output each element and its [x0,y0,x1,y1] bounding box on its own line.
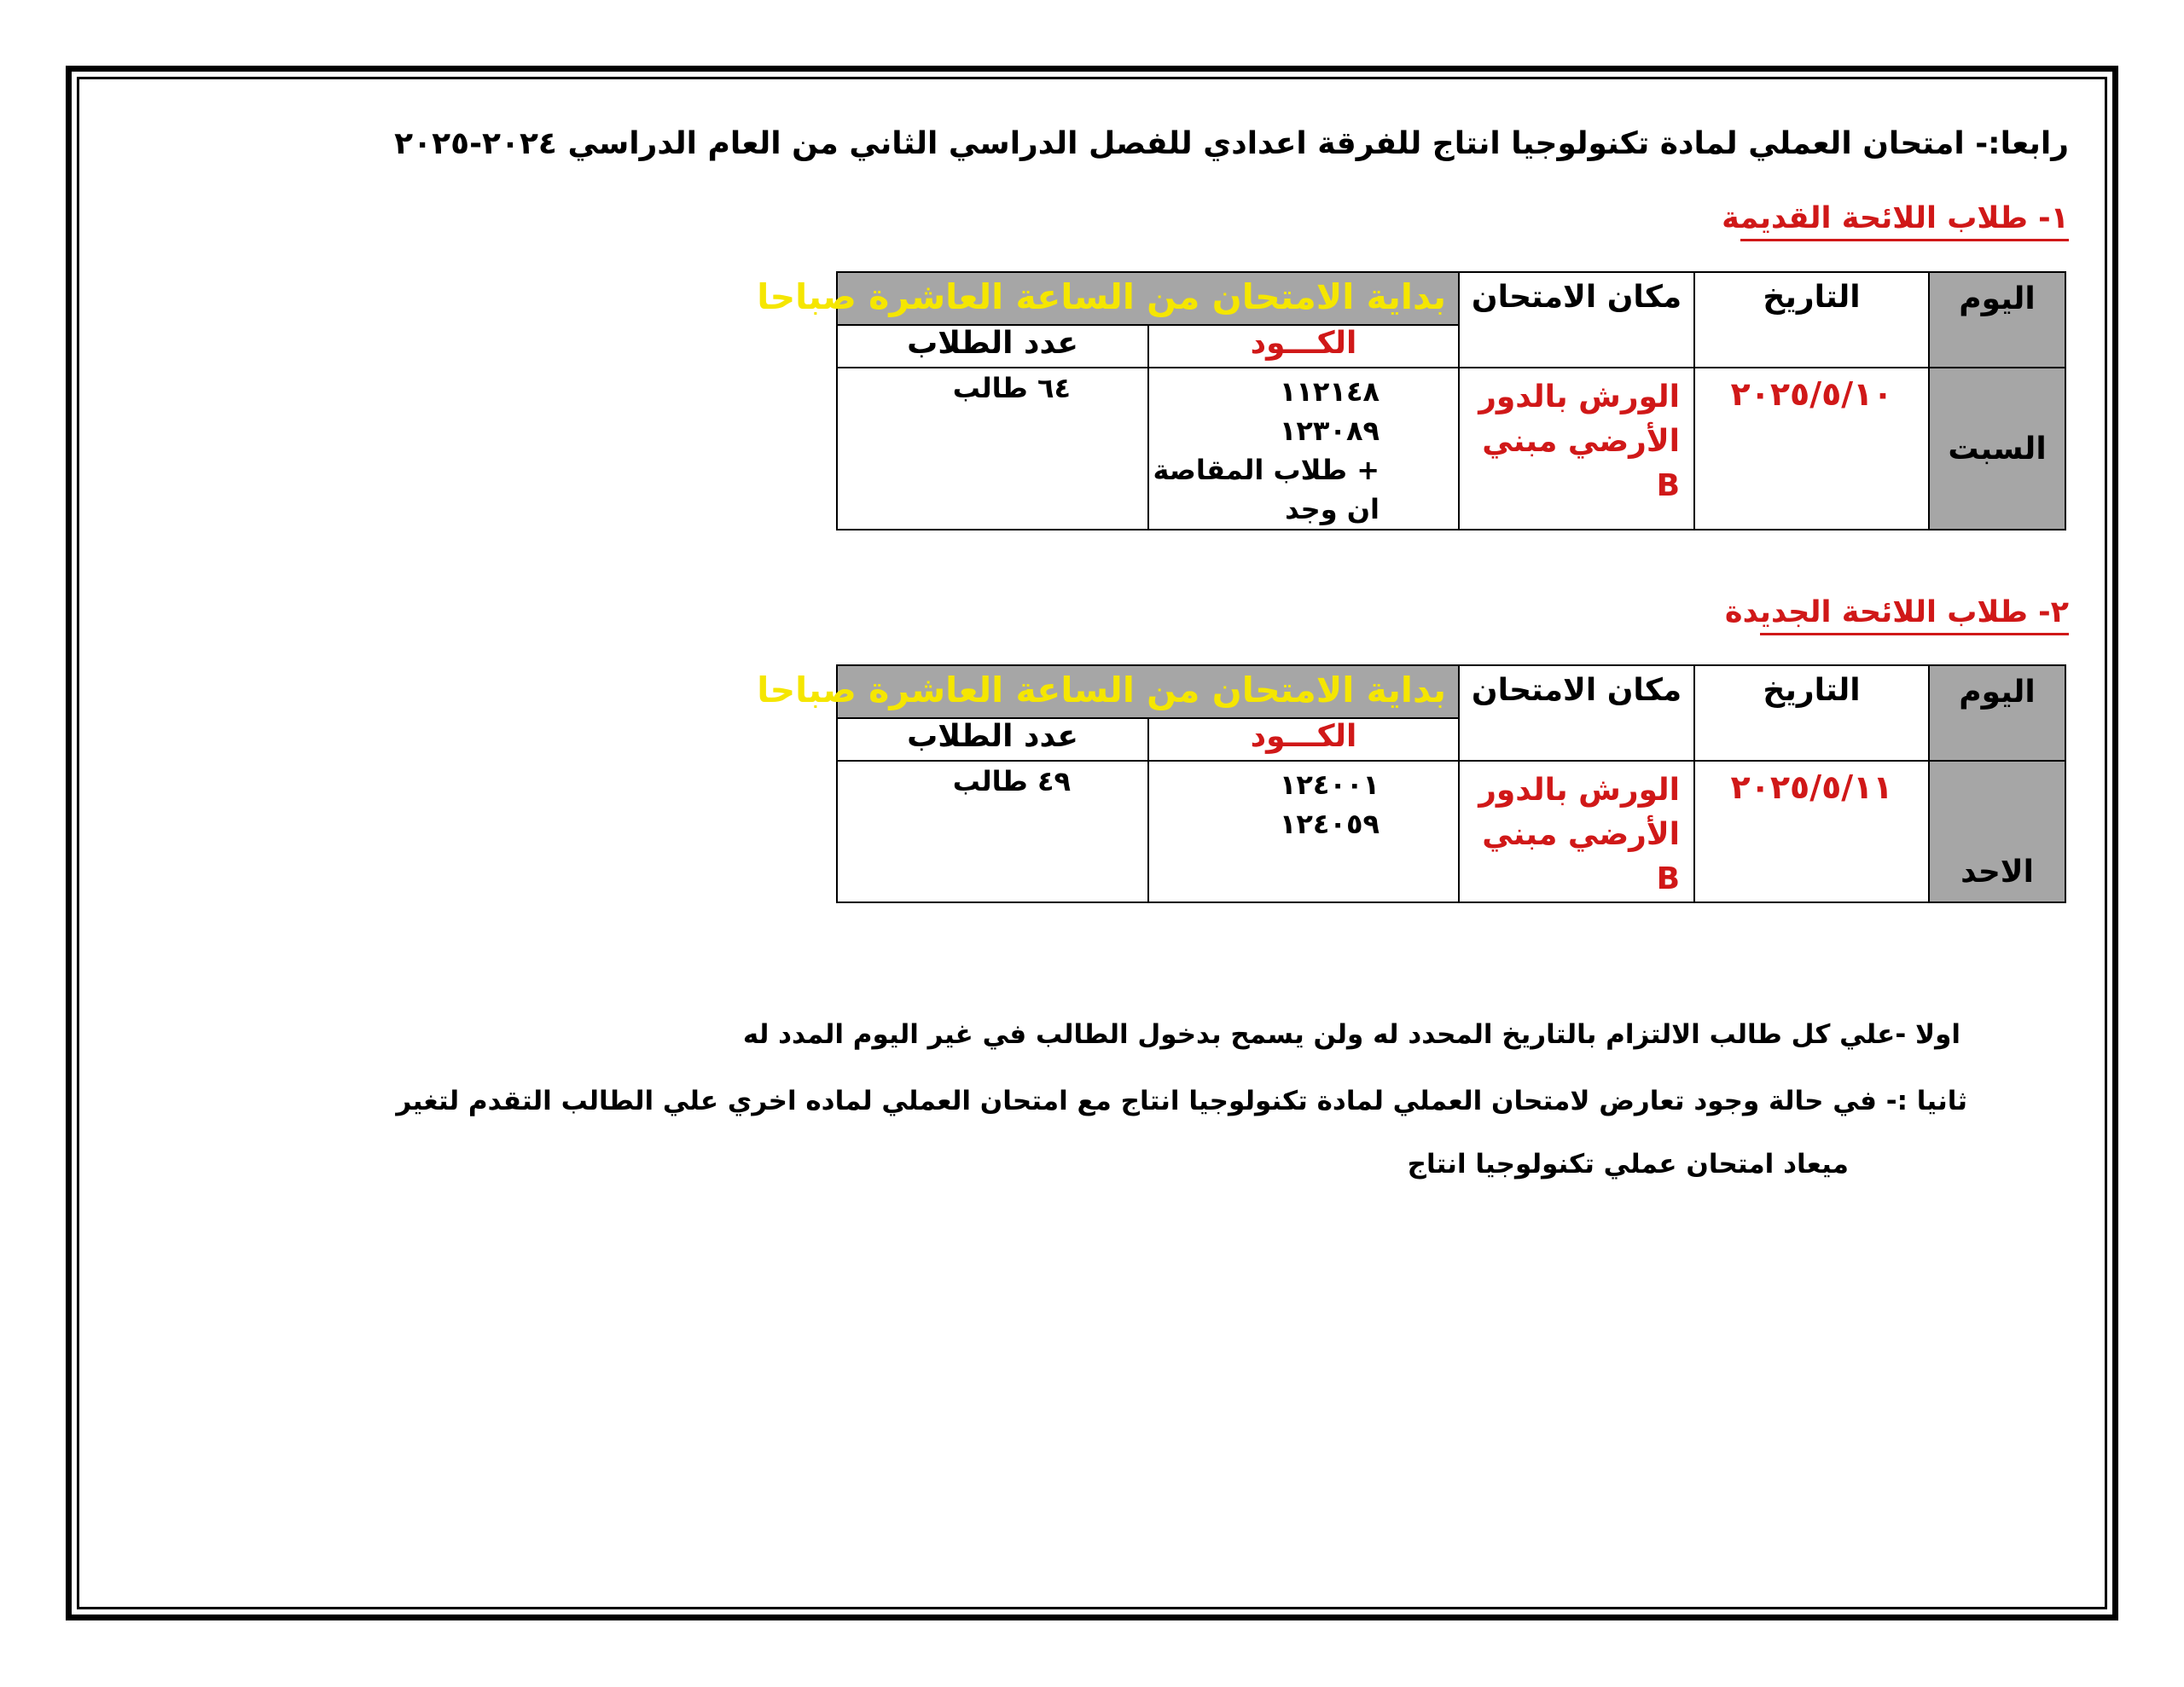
header-code: الكـــود [1148,325,1459,368]
place-line-1: الورش بالدور [1478,773,1681,808]
note-first: اولا -علي كل طالب الالتزام بالتاريخ المحدد له ولن يسمح بدخول الطالب في غير اليوم المدد له [742,1019,1960,1050]
header-place: مكان الامتحان [1459,665,1694,761]
header-day: اليوم [1929,665,2065,761]
header-date: التاريخ [1694,272,1929,368]
start-time-banner: بداية الامتحان من الساعة العاشرة صباحا [837,665,1459,718]
date-cell: ٢٠٢٥/٥/١١ [1694,761,1929,902]
header-place: مكان الامتحان [1459,272,1694,368]
code-line: + طلاب المقاصة [1153,454,1380,486]
place-line-2: الأرضي مبني B [1482,817,1681,896]
code-line: ١٢٣٠٨٩ [1279,415,1380,447]
header-day: اليوم [1929,272,2065,368]
note-second-continuation: ميعاد امتحان عملي تكنولوجيا انتاج [1407,1149,1849,1180]
section-heading-new-regulation: ٢- طلاب اللائحة الجديدة [1760,595,2069,635]
header-count: عدد الطلاب [837,325,1148,368]
header-date: التاريخ [1694,665,1929,761]
code-line: ١١٢١٤٨ [1279,375,1380,408]
schedule-table-new-regulation [757,664,2066,903]
code-cell [1148,368,1459,530]
place-cell [1459,368,1694,530]
count-cell: ٦٤ طالب [837,368,1148,530]
schedule-table-old-regulation [757,271,2066,530]
document-title: رابعا:- امتحان العملي لمادة تكنولوجيا انتاج للفرقة اعدادي للفصل الدراسي الثاني من العام الدراسي ٢٠٢٤-٢٠٢٥ [394,126,2069,161]
note-second: ثانيا :- في حالة وجود تعارض لامتحان العملي لمادة تكنولوجيا انتاج مع امتحان العملي لماده اخري علي الطالب التقدم لتغير [396,1086,1967,1116]
place-line-1: الورش بالدور [1478,380,1681,415]
start-time-banner: بداية الامتحان من الساعة العاشرة صباحا [837,272,1459,325]
code-line: ١٢٤٠٥٩ [1279,808,1380,840]
place-line-2: الأرضي مبني B [1482,424,1681,503]
date-cell: ٢٠٢٥/٥/١٠ [1694,368,1929,530]
code-line: ١٢٤٠٠١ [1279,768,1380,801]
place-cell [1459,761,1694,902]
header-code: الكـــود [1148,718,1459,761]
code-cell [1148,761,1459,902]
day-cell: الاحد [1929,761,2065,902]
code-line: ان وجد [1285,493,1380,525]
section-heading-old-regulation: ١- طلاب اللائحة القديمة [1740,201,2069,241]
header-count: عدد الطلاب [837,718,1148,761]
day-cell: السبت [1929,368,2065,530]
count-cell: ٤٩ طالب [837,761,1148,902]
